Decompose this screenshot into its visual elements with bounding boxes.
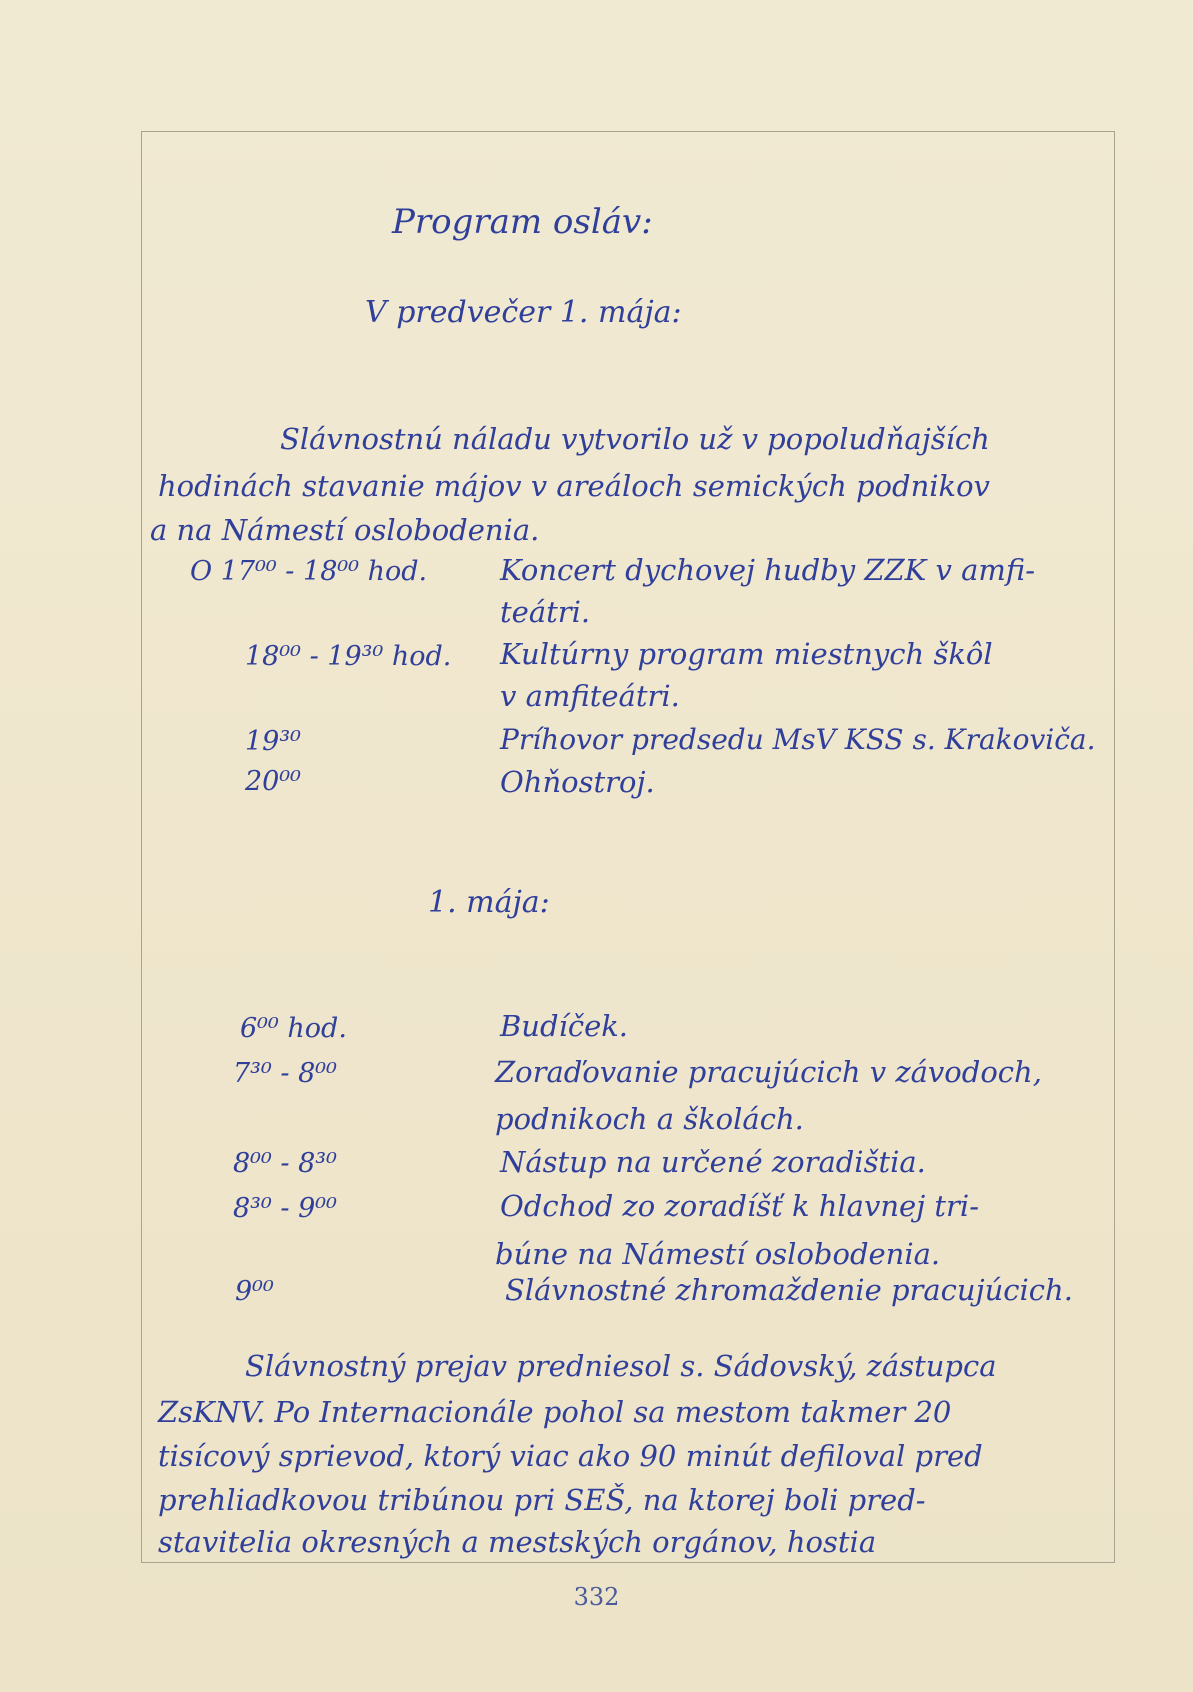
- closing-line-1: Slávnostný prejav predniesol s. Sádovský, zástupca: [245, 1349, 997, 1383]
- section1-title: V predvečer 1. mája:: [365, 295, 682, 330]
- s2-event-4b: búne na Námestí oslobodenia.: [495, 1237, 941, 1271]
- s2-time-1: 6⁰⁰ hod.: [240, 1013, 347, 1044]
- s2-event-4a: Odchod zo zoradíšť k hlavnej tri-: [500, 1189, 979, 1223]
- page-number: 332: [573, 1583, 620, 1611]
- s2-time-3: 8⁰⁰ - 8³⁰: [233, 1148, 337, 1179]
- s2-event-2b: podnikoch a školách.: [495, 1102, 804, 1136]
- s1-time-1: O 17⁰⁰ - 18⁰⁰ hod.: [190, 556, 428, 587]
- s1-event-3: Príhovor predsedu MsV KSS s. Krakoviča.: [500, 723, 1096, 756]
- s2-time-4: 8³⁰ - 9⁰⁰: [233, 1193, 337, 1224]
- s2-event-2a: Zoraďovanie pracujúcich v závodoch,: [495, 1055, 1042, 1089]
- s1-event-1b: teátri.: [500, 595, 591, 629]
- s1-event-2b: v amfiteátri.: [500, 679, 680, 713]
- s1-event-4: Ohňostroj.: [500, 765, 655, 799]
- closing-line-4: prehliadkovou tribúnou pri SEŠ, na ktorej boli pred-: [158, 1483, 926, 1517]
- section2-title: 1. mája:: [428, 885, 550, 920]
- s1-time-3: 19³⁰: [245, 726, 302, 757]
- closing-line-3: tisícový sprievod, ktorý viac ako 90 minút defiloval pred: [158, 1439, 983, 1473]
- s1-time-2: 18⁰⁰ - 19³⁰ hod.: [245, 641, 452, 672]
- s2-time-5: 9⁰⁰: [235, 1276, 274, 1307]
- intro-line-1: Slávnostnú náladu vytvorilo už v popoludňajších: [280, 422, 990, 456]
- s2-event-1: Budíček.: [500, 1009, 629, 1043]
- closing-line-5: stavitelia okresných a mestských orgánov, hostia: [158, 1525, 877, 1559]
- s1-event-1a: Koncert dychovej hudby ZZK v amfi-: [500, 553, 1036, 587]
- heading: Program osláv:: [392, 202, 653, 242]
- closing-line-2: ZsKNV. Po Internacionále pohol sa mestom takmer 20: [158, 1395, 952, 1429]
- s2-event-3: Nástup na určené zoradištia.: [500, 1145, 926, 1179]
- s2-time-2: 7³⁰ - 8⁰⁰: [233, 1058, 337, 1089]
- intro-line-2: hodinách stavanie májov v areáloch semických podnikov: [158, 469, 990, 503]
- s1-event-2a: Kultúrny program miestnych škôl: [500, 637, 993, 671]
- s2-event-5: Slávnostné zhromaždenie pracujúcich.: [505, 1273, 1073, 1307]
- intro-line-3: a na Námestí oslobodenia.: [150, 513, 540, 547]
- s1-time-4: 20⁰⁰: [245, 766, 302, 797]
